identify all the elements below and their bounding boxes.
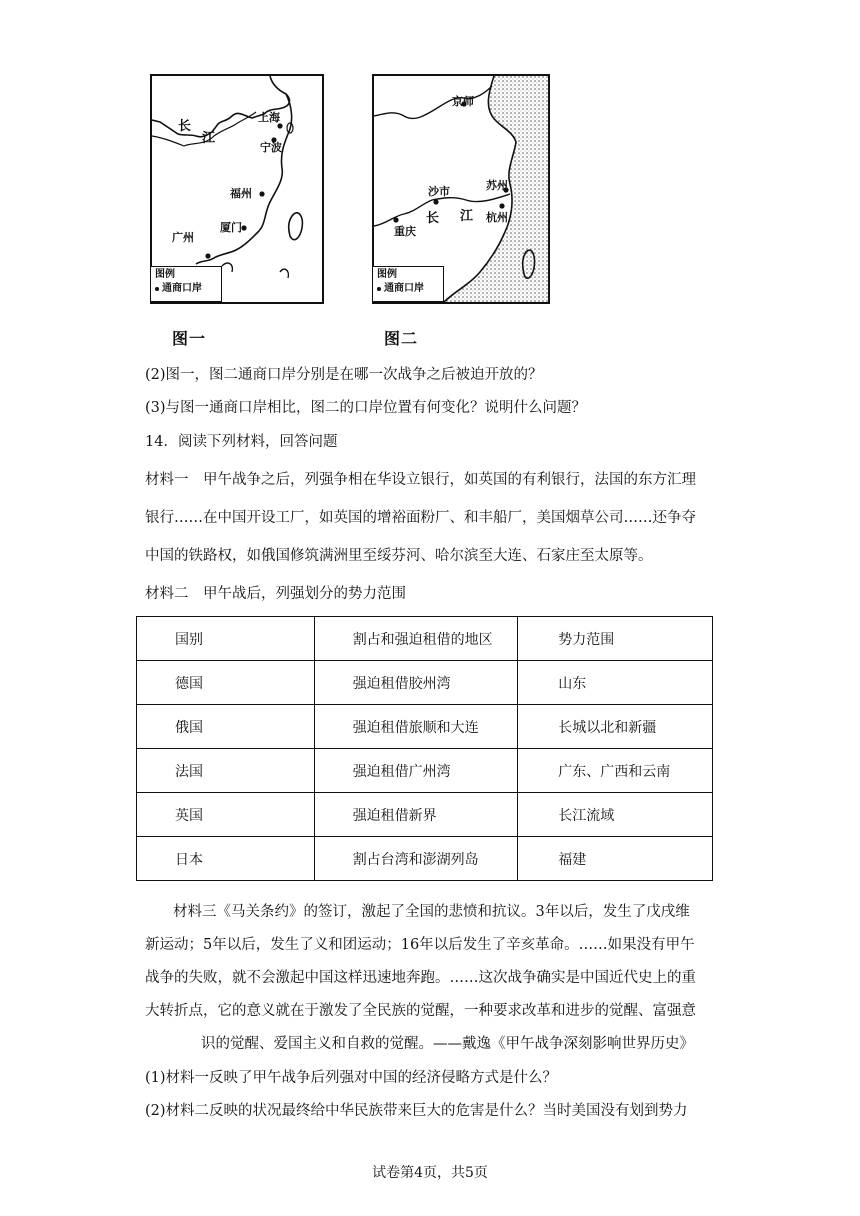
table-row xyxy=(137,837,713,881)
map-label-hangzhou: 杭州 xyxy=(486,211,508,224)
map-label-xiamen: 厦门 xyxy=(220,221,242,234)
material-1-line: 银行……在中国开设工厂，如英国的增裕面粉厂、和丰船厂，美国烟草公司……还争夺 xyxy=(145,510,696,526)
table-cell: 强迫租借旅顺和大连 xyxy=(314,705,518,749)
table-cell: 长江流域 xyxy=(518,793,713,837)
table-cell: 德国 xyxy=(137,661,315,705)
legend-title: 图例 xyxy=(377,269,397,280)
table-row xyxy=(137,661,713,705)
table-cell: 割占台湾和澎湖列岛 xyxy=(314,837,518,881)
table-cell: 强迫租借新界 xyxy=(314,793,518,837)
map-label-jiang: 江 xyxy=(202,131,216,146)
question-3: (3)与图一通商口岸相比，图二的口岸位置有何变化？说明什么问题？ xyxy=(145,400,587,416)
table-cell: 广东、广西和云南 xyxy=(518,749,713,793)
map-label-chang: 长 xyxy=(178,119,192,134)
table-cell: 日本 xyxy=(137,837,315,881)
material-1-line: 材料一 甲午战争之后，列强争相在华设立银行，如英国的有利银行，法国的东方汇理 xyxy=(145,472,696,488)
table-row xyxy=(137,749,713,793)
map-label-suzhou: 苏州 xyxy=(486,179,508,192)
figure-caption-2: 图二 xyxy=(384,329,419,348)
table-cell: 英国 xyxy=(137,793,315,837)
table-cell: 福建 xyxy=(518,837,713,881)
question-14-title: 14．阅读下列材料，回答问题 xyxy=(145,434,338,450)
page-footer: 试卷第4页，共5页 xyxy=(372,1165,488,1181)
legend-item: 通商口岸 xyxy=(377,282,439,296)
map-label-jiang: 江 xyxy=(460,209,474,224)
material-3-line: 新运动；5年以后，发生了义和团运动；16年以后发生了辛亥革命。……如果没有甲午 xyxy=(145,937,695,953)
material-1-line: 中国的铁路权，如俄国修筑满洲里至绥芬河、哈尔滨至大连、石家庄至太原等。 xyxy=(145,548,653,564)
table-row xyxy=(137,793,713,837)
question-2: (2)图一，图二通商口岸分别是在哪一次战争之后被迫开放的？ xyxy=(145,367,543,383)
table-row xyxy=(137,705,713,749)
table-cell: 山东 xyxy=(518,661,713,705)
map-label-shashi: 沙市 xyxy=(428,185,450,198)
legend-item: 通商口岸 xyxy=(155,282,217,296)
material-3-line: 战争的失败，就不会激起中国这样迅速地奔跑。……这次战争确实是中国近代史上的重 xyxy=(145,970,696,986)
legend-title: 图例 xyxy=(155,269,175,280)
material-3-line: 材料三《马关条约》的签订，激起了全国的悲愤和抗议。3年以后，发生了戊戌维 xyxy=(173,904,690,920)
material-2-title: 材料二 甲午战后，列强划分的势力范围 xyxy=(145,586,406,602)
table-header-row xyxy=(137,617,713,661)
map-figure-1 xyxy=(150,74,324,304)
map-label-fuzhou: 福州 xyxy=(230,187,252,200)
table-header-cell: 割占和强迫租借的地区 xyxy=(314,617,518,661)
map-label-guangzhou: 广州 xyxy=(172,231,194,244)
table-header-cell: 国别 xyxy=(137,617,315,661)
material-3-line: 大转折点，它的意义就在于激发了全民族的觉醒，一种要求改革和进步的觉醒、富强意 xyxy=(145,1003,696,1019)
sub-question-1: (1)材料一反映了甲午战争后列强对中国的经济侵略方式是什么？ xyxy=(145,1070,558,1086)
map-label-ningbo: 宁波 xyxy=(260,141,282,154)
map-label-shanghai: 上海 xyxy=(258,111,280,124)
port-dot-icon xyxy=(155,287,159,291)
table-cell: 法国 xyxy=(137,749,315,793)
table-cell: 俄国 xyxy=(137,705,315,749)
figure-caption-1: 图一 xyxy=(172,329,207,348)
map-label-chang: 长 xyxy=(426,211,440,226)
spheres-of-influence-table xyxy=(136,616,713,881)
material-3-line: 识的觉醒、爱国主义和自救的觉醒。——戴逸《甲午战争深刻影响世界历史》 xyxy=(201,1036,694,1052)
map-label-jingshi: 京师 xyxy=(452,95,474,108)
map-label-chongqing: 重庆 xyxy=(394,225,416,238)
map-legend xyxy=(150,266,222,302)
table-cell: 长城以北和新疆 xyxy=(518,705,713,749)
table-cell: 强迫租借胶州湾 xyxy=(314,661,518,705)
table-cell: 强迫租借广州湾 xyxy=(314,749,518,793)
sub-question-2: (2)材料二反映的状况最终给中华民族带来巨大的危害是什么？当时美国没有划到势力 xyxy=(145,1103,688,1119)
map-legend xyxy=(372,266,444,302)
table-header-cell: 势力范围 xyxy=(518,617,713,661)
port-dot-icon xyxy=(377,287,381,291)
map-figure-2 xyxy=(372,74,550,304)
